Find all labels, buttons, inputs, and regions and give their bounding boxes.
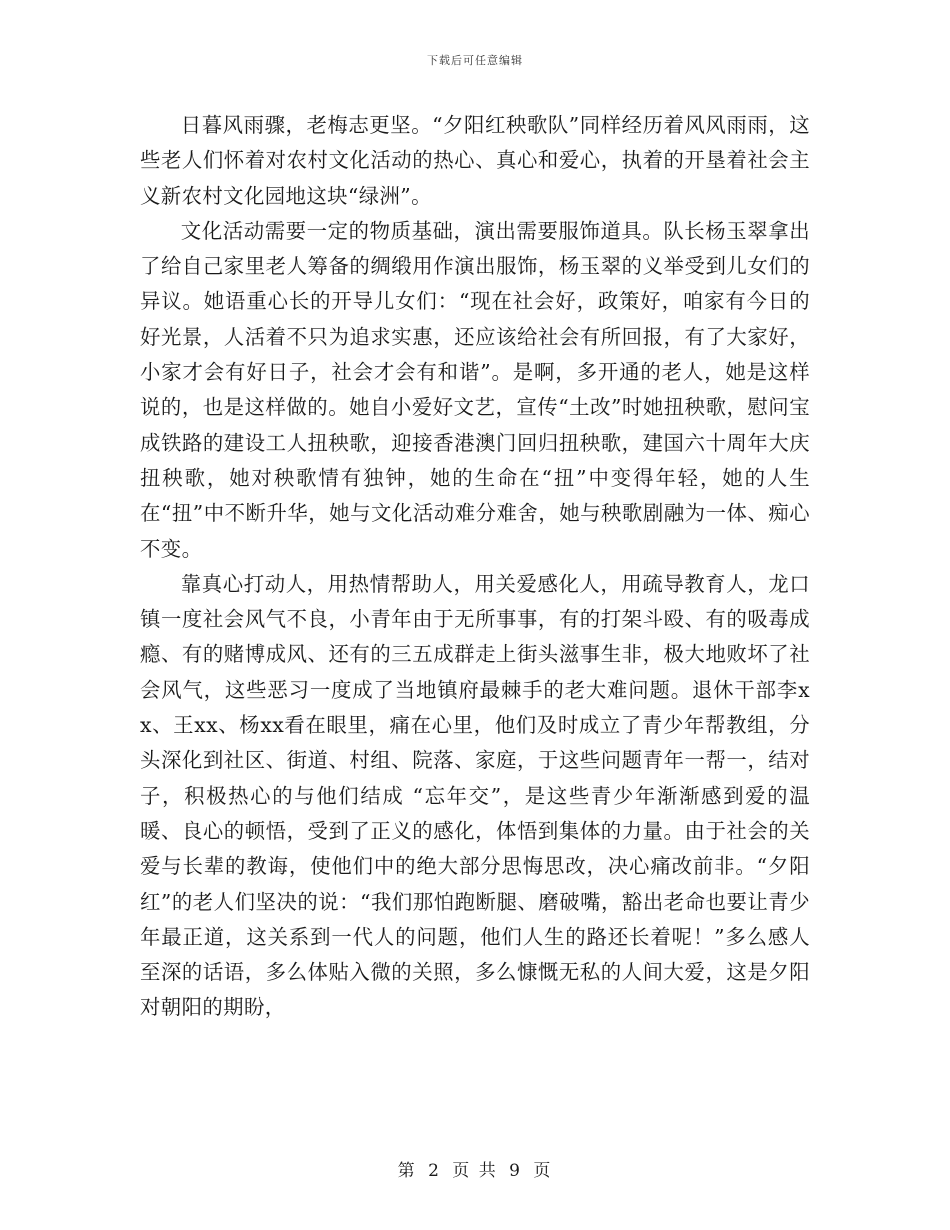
- total-page-count: 9: [509, 1161, 522, 1181]
- current-page-number: 2: [428, 1161, 441, 1181]
- document-body: [140, 108, 810, 1026]
- page-header: 下载后可任意编辑: [427, 54, 523, 67]
- footer-middle: 页 共: [452, 1161, 498, 1181]
- paragraph: 靠真心打动人，用热情帮助人，用关爱感化人，用疏导教育人，龙口镇一度社会风气不良，小青年由于无所事事，有的打架斗殴、有的吸毒成瘾、有的赌博成风、还有的三五成群走上街头滋事生非，极大地败坏了社会风气，这些恶习一度成了当地镇府最棘手的老大难问题。退休干部李xx、王xx、杨xx看在眼里，痛在心里，他们及时成立了青少年帮教组，分头深化到社区、街道、村组、院落、家庭，于这些问题青年一帮一，结对子，积极热心的与他们结成 “忘年交”，是这些青少年渐渐感到爱的温暖、良心的顿悟，受到了正义的感化，体悟到集体的力量。由于社会的关爱与长辈的教诲，使他们中的绝大部分思悔思改，决心痛改前非。“夕阳红”的老人们坚决的说：“我们那怕跑断腿、磨破嘴，豁出老命也要让青少年最正道，这关系到一代人的问题，他们人生的路还长着呢！”多么感人至深的话语，多么体贴入微的关照，多么慷慨无私的人间大爱，这是夕阳对朝阳的期盼，: [140, 571, 810, 1020]
- page-number-footer: [0, 1156, 950, 1181]
- footer-suffix: 页: [533, 1161, 553, 1181]
- footer-prefix: 第: [397, 1161, 417, 1181]
- paragraph: 日暮风雨骤，老梅志更坚。“夕阳红秧歌队”同样经历着风风雨雨，这些老人们怀着对农村文化活动的热心、真心和爱心，执着的开垦着社会主义新农村文化园地这块“绿洲”。: [140, 113, 810, 208]
- paragraph: 文化活动需要一定的物质基础，演出需要服饰道具。队长杨玉翠拿出了给自己家里老人筹备的绸缎用作演出服饰，杨玉翠的义举受到儿女们的异议。她语重心长的开导儿女们：“现在社会好，政策好，咱家有今日的好光景，人活着不只为追求实惠，还应该给社会有所回报，有了大家好，小家才会有好日子，社会才会有和谐”。是啊，多开通的老人，她是这样说的，也是这样做的。她自小爱好文艺，宣传“土改”时她扭秧歌，慰问宝成铁路的建设工人扭秧歌，迎接香港澳门回归扭秧歌，建国六十周年大庆扭秧歌，她对秧歌情有独钟，她的生命在“扭”中变得年轻，她的人生在“扭”中不断升华，她与文化活动难分难舍，她与秧歌剧融为一体、痴心不变。: [140, 218, 810, 561]
